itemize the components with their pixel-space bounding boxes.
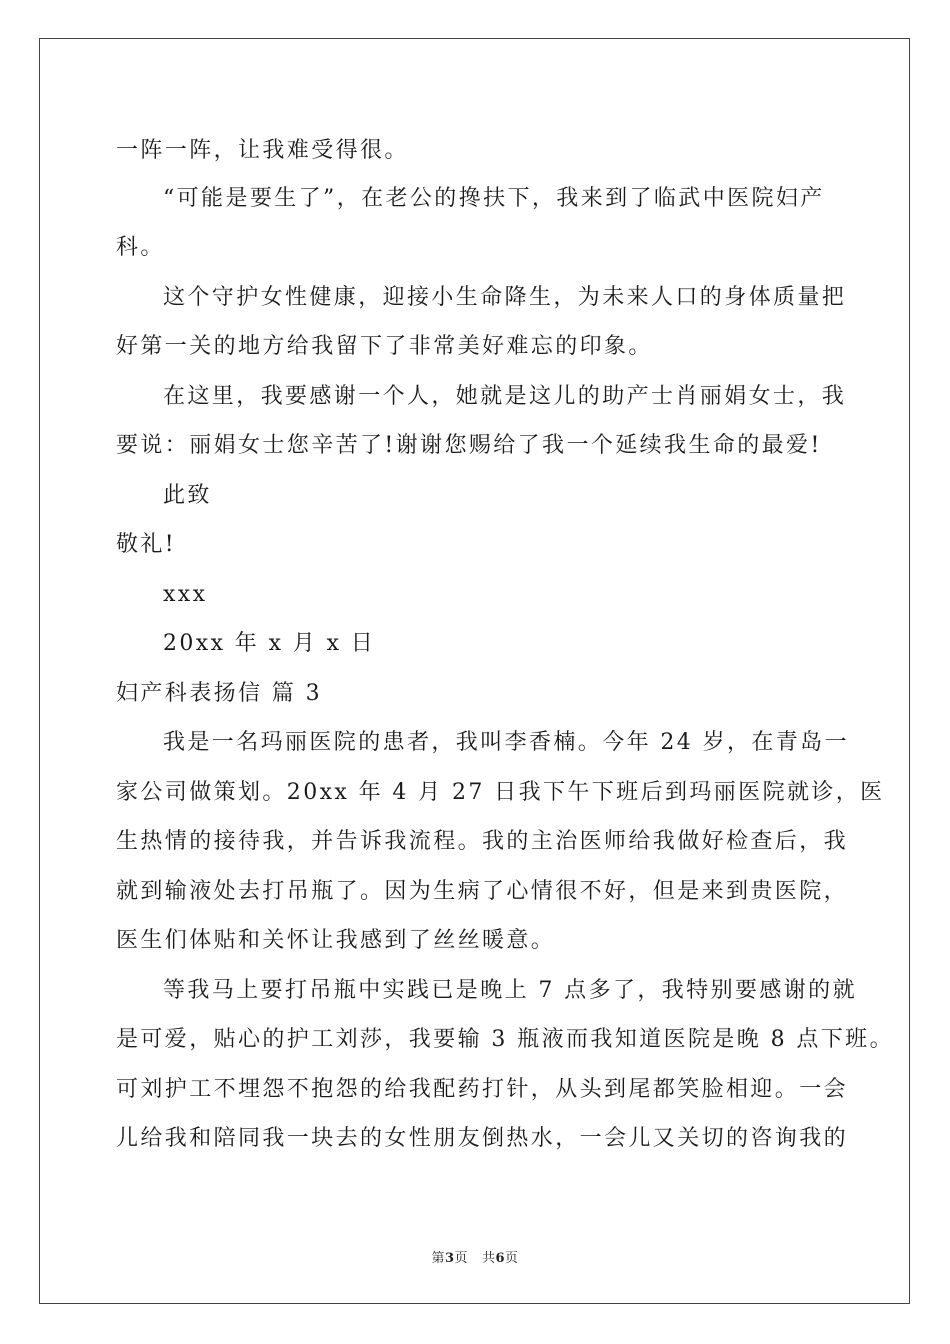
paragraph-line: 好第一关的地方给我留下了非常美好难忘的印象。 bbox=[116, 334, 653, 359]
total-label-prefix: 共 bbox=[481, 1251, 496, 1266]
paragraph-line: 我是一名玛丽医院的患者，我叫李香楠。今年 24 岁，在青岛一 bbox=[163, 730, 849, 755]
paragraph-line: 可刘护工不埋怨不抱怨的给我配药打针，从头到尾都笑脸相迎。一会 bbox=[116, 1077, 849, 1102]
total-label-suffix: 页 bbox=[505, 1251, 519, 1266]
paragraph-line: 医生们体贴和关怀让我感到了丝丝暖意。 bbox=[116, 928, 556, 953]
total-pages: 6 bbox=[495, 1251, 506, 1266]
paragraph-line: 科。 bbox=[116, 235, 165, 260]
paragraph-line: 要说：丽娟女士您辛苦了!谢谢您赐给了我一个延续我生命的最爱! bbox=[116, 433, 822, 458]
paragraph-line: “可能是要生了”，在老公的搀扶下，我来到了临武中医院妇产 bbox=[163, 186, 825, 211]
paragraph-line: 是可爱，贴心的护工刘莎，我要输 3 瓶液而我知道医院是晚 8 点下班。 bbox=[116, 1027, 894, 1052]
paragraph-line: 等我马上要打吊瓶中实践已是晚上 7 点多了，我特别要感谢的就 bbox=[163, 978, 857, 1003]
paragraph-line: 家公司做策划。20xx 年 4 月 27 日我下午下班后到玛丽医院就诊，医 bbox=[116, 780, 885, 805]
closing-regards: 敬礼! bbox=[116, 532, 177, 557]
paragraph-line: 在这里，我要感谢一个人，她就是这儿的助产士肖丽娟女士，我 bbox=[163, 384, 847, 409]
signature-name: xxx bbox=[163, 582, 208, 607]
paragraph-line: 一阵一阵，让我难受得很。 bbox=[116, 138, 409, 163]
paragraph-line: 就到输液处去打吊瓶了。因为生病了心情很不好，但是来到贵医院， bbox=[116, 879, 849, 904]
signature-date: 20xx 年 x 月 x 日 bbox=[163, 631, 376, 656]
page-label-suffix: 页 bbox=[454, 1251, 469, 1266]
paragraph-line: 儿给我和陪同我一块去的女性朋友倒热水，一会儿又关切的咨询我的 bbox=[116, 1126, 849, 1151]
closing-salutation: 此致 bbox=[163, 483, 212, 508]
section-heading: 妇产科表扬信 篇 3 bbox=[116, 681, 322, 706]
page-frame bbox=[39, 38, 910, 1304]
page-number: 3 bbox=[444, 1251, 455, 1266]
paragraph-line: 生热情的接待我，并告诉我流程。我的主治医师给我做好检查后，我 bbox=[116, 829, 849, 854]
page-footer bbox=[0, 1247, 950, 1266]
page-label-prefix: 第 bbox=[431, 1251, 445, 1266]
paragraph-line: 这个守护女性健康，迎接小生命降生，为未来人口的身体质量把 bbox=[163, 285, 847, 310]
